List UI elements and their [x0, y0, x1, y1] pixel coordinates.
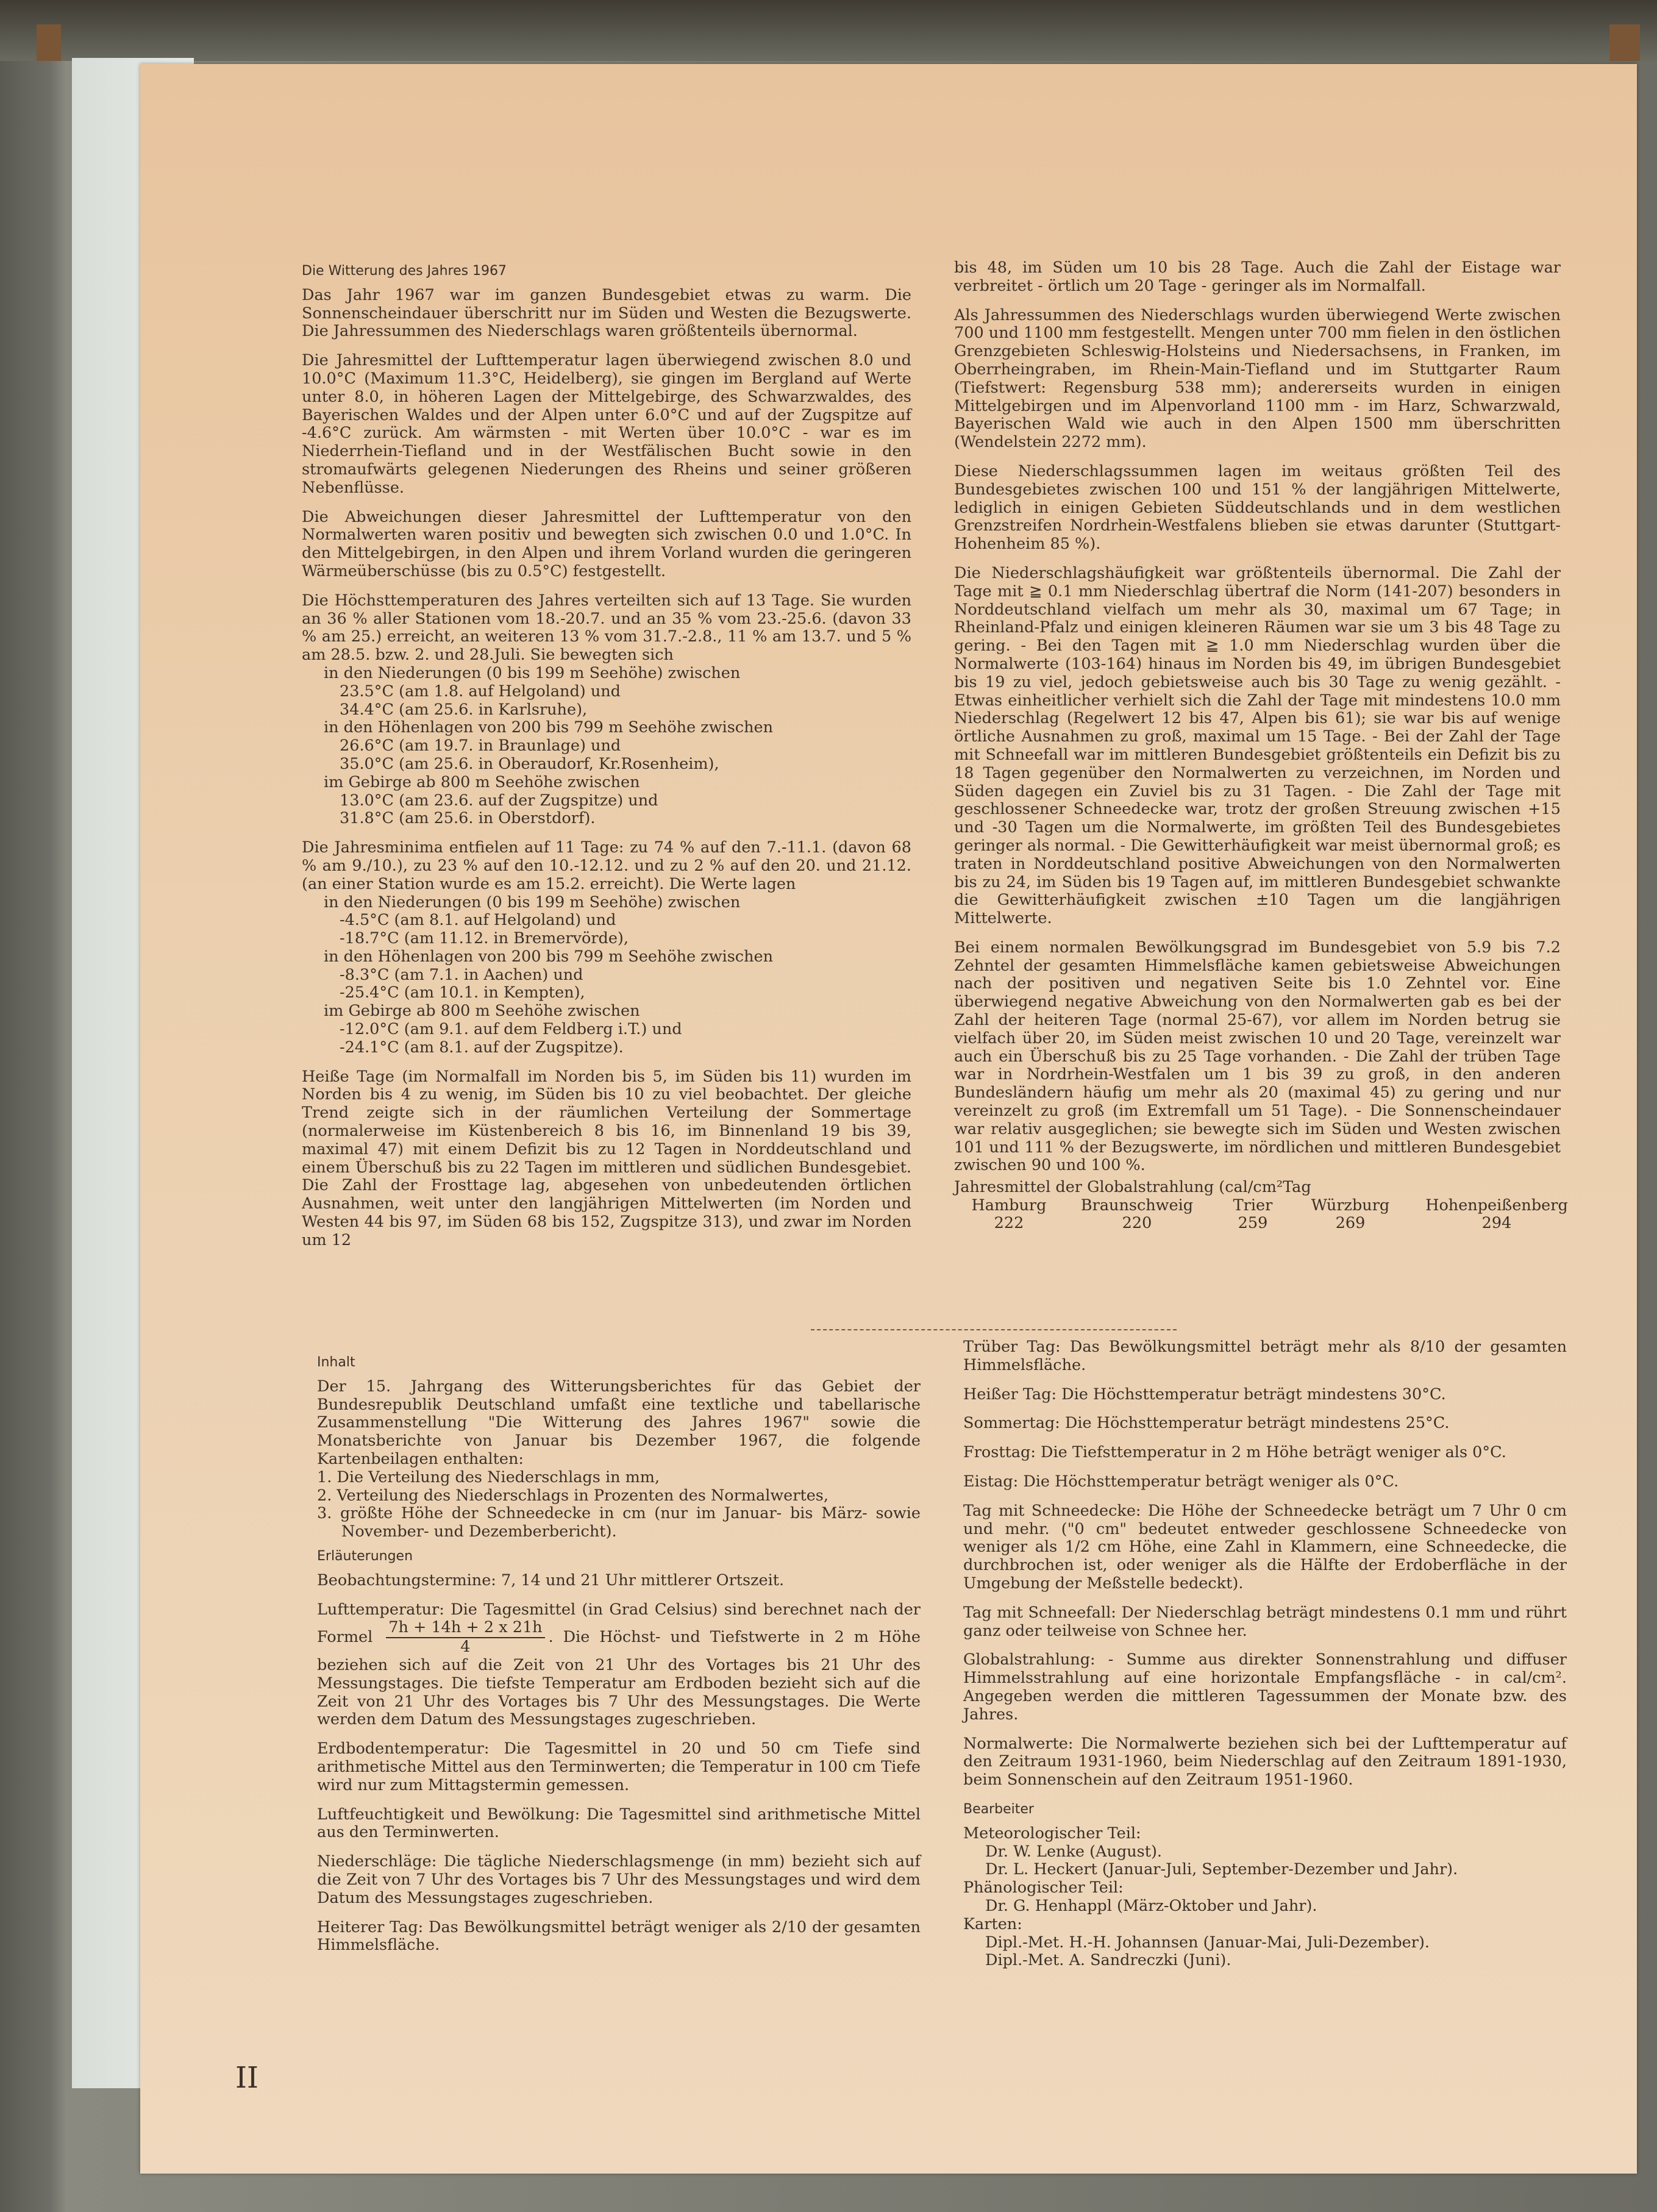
station-value: 294 — [1481, 1214, 1512, 1233]
list-item: in den Niederungen (0 bis 199 m Seehöhe) zwischen — [324, 893, 741, 912]
section-title: Die Witterung des Jahres 1967 — [302, 263, 507, 279]
list-item: 3. größte Höhe der Schneedecke in cm (nur im Januar- bis März- sowie November- und Dezemberbericht). — [317, 1504, 921, 1541]
station-name: Würzburg — [1311, 1196, 1390, 1215]
right-column — [954, 259, 1568, 1233]
paragraph-niederschlagshaeufigkeit: Die Niederschlagshäufigkeit war größtenteils übernormal. Die Zahl der Tage mit ≧ 0.1 mm Niederschlag übertraf die Norm (141-207) besonders in Norddeutschland vielfach um mehr als 30, maximal um 67 Tage; in Rheinland-Pfalz und einigen kleineren Räumen war sie um 3 bis 48 Tage zu gering. - Bei den Tagen mit ≧ 1.0 mm Niederschlag wurden über die Normalwerte (103-164) hinaus im Norden bis 49, im übrigen Bundesgebiet bis 19 zu viel, jedoch gebietsweise auch bis 30 Tage zu wenig gezählt. - Etwas einheitlicher verhielt sich die Zahl der Tage mit mindestens 10.0 mm Niederschlag (Regelwert 12 bis 47, Alpen bis 61); sie war bis auf wenige örtliche Ausnahmen zu groß, maximal um 15 Tage. - Bei der Zahl der Tage mit Schneefall war im mittleren Bundesgebiet größtenteils ein Defizit bis zu 18 Tagen gegenüber den Normalwerten zu verzeichnen, im Norden und Süden dagegen ein Zuviel bis zu 31 Tagen. - Die Zahl der Tage mit geschlossener Schneedecke war, trotz der großen Streuung zwischen +15 und -30 Tagen um die Normalwerte, im größten Teil des Bundesgebietes geringer als normal. - Die Gewitterhäufigkeit war meist übernormal groß; es traten in Norddeutschland positive Abweichungen von den Normalwerten bis zu 24, im Süden bis 19 Tagen auf, im mittleren Bundesgebiet schwankte die Gewitterhäufigkeit zwischen ±10 Tagen um die langjährigen Mittelwerte. — [954, 563, 1561, 928]
karten-title: Karten: — [963, 1914, 1022, 1933]
paragraph-niederschlaege: Niederschläge: Die tägliche Niederschlagsmenge (in mm) bezieht sich auf die Zeit von 7 Uhr des Vortages bis 7 Uhr des Messungstages und wird dem Datum des Messungstages zugeschrieben. — [317, 1852, 921, 1907]
corner-protector-right — [1609, 24, 1640, 61]
station-name: Hamburg — [971, 1196, 1047, 1215]
list-item: -8.3°C (am 7.1. in Aachen) und — [340, 965, 583, 984]
list-item: 34.4°C (am 25.6. in Karlsruhe), — [340, 700, 588, 719]
list-item: 31.8°C (am 25.6. in Oberstdorf). — [340, 809, 596, 828]
list-item: 1. Die Verteilung des Niederschlags in mm, — [317, 1468, 660, 1486]
lufttemperatur-text: Lufttemperatur: Die Tagesmittel (in Grad Celsius) sind berechnet nach der Formel — [317, 1600, 921, 1647]
list-item: im Gebirge ab 800 m Seehöhe zwischen — [324, 1002, 640, 1021]
page-number: II — [235, 2061, 258, 2095]
list-item: Dipl.-Met. H.-H. Johannsen (Januar-Mai, Juli-Dezember). — [985, 1933, 1430, 1952]
binder-top-edge — [0, 0, 1657, 61]
list-item: Dr. G. Henhappl (März-Oktober und Jahr). — [985, 1896, 1317, 1915]
list-item: in den Niederungen (0 bis 199 m Seehöhe) zwischen — [324, 663, 741, 682]
list-item: in den Höhenlagen von 200 bis 799 m Seehöhe zwischen — [324, 947, 774, 966]
list-item: im Gebirge ab 800 m Seehöhe zwischen — [324, 772, 640, 791]
paragraph-luftfeuchtigkeit: Luftfeuchtigkeit und Bewölkung: Die Tagesmittel sind arithmetische Mittel aus den Terminwerten. — [317, 1805, 921, 1842]
min-temp-list — [302, 894, 911, 1057]
list-item: 35.0°C (am 25.6. in Oberaudorf, Kr.Rosenheim), — [340, 754, 719, 773]
paragraph-frosttag: Frosttag: Die Tiefsttemperatur in 2 m Höhe beträgt weniger als 0°C. — [963, 1443, 1506, 1462]
formula — [386, 1619, 544, 1657]
paragraph-globalstrahlung: Globalstrahlung: - Summe aus direkter Sonnenstrahlung und diffuser Himmelsstrahlung auf eine horizontale Empfangsfläche - in cal/cm². Angegeben werden die mittleren Tagessummen der Monate bzw. des Jahres. — [963, 1650, 1567, 1724]
section-divider — [811, 1329, 1177, 1330]
list-item: -18.7°C (am 11.12. in Bremervörde), — [340, 929, 629, 948]
station-value: 220 — [1122, 1214, 1152, 1233]
paragraph-erdbodentemperatur: Erdbodentemperatur: Die Tagesmittel in 20 und 50 cm Tiefe sind arithmetische Mittel aus den Terminwerten; die Temperatur in 100 cm Tiefe wird nur zum Mittagstermin gemessen. — [317, 1739, 921, 1794]
kartenbeilagen-list — [317, 1469, 921, 1541]
paragraph-bewoelkung: Bei einem normalen Bewölkungsgrad im Bundesgebiet von 5.9 bis 7.2 Zehntel der gesamten Himmelsfläche kamen gebietsweise Abweichungen nach der positiven und negativen Seite bis 1.0 Zehntel vor. Eine überwiegend negative Abweichung von den Normalwerten gab es bei der Zahl der heiteren Tage (normal 25-67), vor allem im Norden betrug sie vielfach über 20, im Süden meist zwischen 10 und 20 Tage, vereinzelt war auch ein Überschuß bis zu 25 Tage vorhanden. - Die Zahl der trüben Tage war in Nordrhein-Westfalen um 1 bis 39 zu groß, in den anderen Bundesländern häufig um mehr als 20 (maximal 45) zu gering und nur vereinzelt zu groß (im Extremfall um 51 Tage). - Die Sonnenscheindauer war relativ ausgeglichen; sie bewegte sich im Süden und Westen zwischen 101 und 111 % der Bezugswerte, im nördlichen und mittleren Bundesgebiet zwischen 90 und 100 %. — [954, 938, 1561, 1175]
station-name: Trier — [1233, 1196, 1273, 1215]
list-item: Dr. L. Heckert (Januar-Juli, September-Dezember und Jahr). — [985, 1860, 1458, 1879]
globalstrahlung-table — [954, 1196, 1568, 1233]
list-item: 23.5°C (am 1.8. auf Helgoland) und — [340, 682, 621, 701]
paragraph-abweichungen: Die Abweichungen dieser Jahresmittel der Lufttemperatur von den Normalwerten waren positiv und bewegten sich zwischen 0.0 und 1.0°C. In den Mittelgebirgen, in den Alpen und ihrem Vorland wurden die geringeren Wärmeüberschüsse (bis zu 0.5°C) festgestellt. — [302, 507, 911, 580]
paragraph-schneedecke: Tag mit Schneedecke: Die Höhe der Schneedecke beträgt um 7 Uhr 0 cm und mehr. ("0 cm" bedeutet entweder geschlossene Schneedecke von weniger als 1/2 cm Höhe, eine Zahl in Klammern, eine Schneedecke, die durchbrochen ist, oder weniger als die Hälfte der Erdoberfläche in der Umgebung der Meßstelle bedeckt). — [963, 1501, 1567, 1593]
max-temp-list — [302, 665, 911, 828]
phaenologischer-teil-title: Phänologischer Teil: — [963, 1878, 1124, 1897]
list-item: in den Höhenlagen von 200 bis 799 m Seehöhe zwischen — [324, 718, 774, 737]
paragraph-eistag: Eistag: Die Höchsttemperatur beträgt weniger als 0°C. — [963, 1472, 1399, 1491]
station-value: 222 — [994, 1214, 1024, 1233]
formula-numerator: 7h + 14h + 2 x 21h — [386, 1619, 544, 1638]
paragraph-normalwerte: Normalwerte: Die Normalwerte beziehen sich bei der Lufttemperatur auf den Zeitraum 1931-1960, beim Niederschlag auf den Zeitraum 1891-1930, beim Sonnenschein auf den Zeitraum 1951-1960. — [963, 1734, 1567, 1789]
station-name: Braunschweig — [1080, 1196, 1194, 1215]
bearbeiter-title: Bearbeiter — [963, 1801, 1034, 1817]
paragraph-heiterer-tag: Heiterer Tag: Das Bewölkungsmittel beträgt weniger als 2/10 der gesamten Himmelsfläche. — [317, 1918, 921, 1955]
bottom-right-column — [963, 1338, 1567, 1970]
list-item: -24.1°C (am 8.1. auf der Zugspitze). — [340, 1038, 624, 1057]
paragraph-beobachtungstermine: Beobachtungstermine: 7, 14 und 21 Uhr mittlerer Ortszeit. — [317, 1571, 785, 1589]
paragraph-eistage: bis 48, im Süden um 10 bis 28 Tage. Auch die Zahl der Eistage war verbreitet - örtlich um 20 Tage - geringer als im Normalfall. — [954, 259, 1561, 295]
paragraph-intro: Das Jahr 1967 war im ganzen Bundesgebiet etwas zu warm. Die Sonnenscheindauer überschritt nur im Süden und Westen die Bezugswerte. Die Jahressummen des Niederschlags waren größtenteils übernormal. — [302, 285, 911, 341]
list-item: 26.6°C (am 19.7. in Braunlage) und — [340, 737, 621, 755]
formula-denominator: 4 — [460, 1638, 471, 1657]
list-item: 13.0°C (am 23.6. auf der Zugspitze) und — [340, 791, 658, 810]
station-value: 269 — [1335, 1214, 1366, 1233]
bottom-left-column — [317, 1354, 921, 1966]
paragraph-hoechsttemperaturen: Die Höchsttemperaturen des Jahres verteilten sich auf 13 Tage. Sie wurden an 36 % aller Stationen vom 18.-20.7. und an 35 % vom 23.-25.6. (davon 33 % am 25.) erreicht, an weiteren 13 % vom 31.7.-2.8., 11 % am 13.7. und 5 % am 28.5. bzw. 2. und 28.Juli. Sie bewegten sich — [302, 591, 911, 665]
left-column — [302, 262, 911, 1261]
paragraph-trueber-tag: Trüber Tag: Das Bewölkungsmittel beträgt mehr als 8/10 der gesamten Himmelsfläche. — [963, 1338, 1567, 1374]
erlaeuterungen-title: Erläuterungen — [317, 1548, 413, 1564]
paragraph-heisse-tage: Heiße Tage (im Normalfall im Norden bis 5, im Süden bis 11) wurden im Norden bis 4 zu wenig, im Süden bis 10 zu viel beobachtet. Der gleiche Trend zeigte sich in der räumlichen Verteilung der Sommertage (normalerweise im Küstenbereich 8 bis 16, im Binnenland 19 bis 39, maximal 47) mit einem Defizit bis zu 12 Tagen in Norddeutschland und einem Überschuß bis zu 22 Tagen im mittleren und südlichen Bundesgebiet. Die Zahl der Frosttage lag, abgesehen von unbedeutenden örtlichen Ausnahmen, weit unter den langjährigen Mittelwerten (im Norden und Westen 44 bis 97, im Süden 68 bis 152, Zugspitze 313), und zwar im Norden um 12 — [302, 1067, 911, 1249]
globalstrahlung-title: Jahresmittel der Globalstrahlung (cal/cm²Tag — [954, 1178, 1311, 1197]
station-value: 259 — [1238, 1214, 1268, 1233]
paragraph-schneefall: Tag mit Schneefall: Der Niederschlag beträgt mindestens 0.1 mm und rührt ganz oder teilweise von Schnee her. — [963, 1603, 1567, 1640]
bearbeiter-list — [963, 1825, 1567, 1970]
list-item: -12.0°C (am 9.1. auf dem Feldberg i.T.) und — [340, 1020, 682, 1039]
list-item: -25.4°C (am 10.1. in Kempten), — [340, 983, 585, 1002]
paragraph-niederschlagssummen: Diese Niederschlagssummen lagen im weitaus größten Teil des Bundesgebietes zwischen 100 und 151 % der langjährigen Mittelwerte, lediglich in einigen Gebieten Süddeutschlands und in dem westlichen Grenzstreifen Nordrhein-Westfalens blieben sie etwas darunter (Stuttgart-Hohenheim 85 %). — [954, 462, 1561, 554]
paragraph-lufttemperatur-def — [317, 1601, 921, 1730]
list-item: Dipl.-Met. A. Sandreczki (Juni). — [985, 1951, 1231, 1970]
station-name: Hohenpeißenberg — [1425, 1196, 1568, 1215]
list-item: Dr. W. Lenke (August). — [985, 1842, 1163, 1861]
list-item: 2. Verteilung des Niederschlags in Prozenten des Normalwertes, — [317, 1486, 828, 1505]
paragraph-jahresminima: Die Jahresminima entfielen auf 11 Tage: zu 74 % auf den 7.-11.1. (davon 68 % am 9./10.), zu 23 % auf den 10.-12.12. und zu 2 % auf den 20. und 21.12. (an einer Station wurde es am 15.2. erreicht). Die Werte lagen — [302, 838, 911, 893]
meteorologischer-teil-title: Meteorologischer Teil: — [963, 1824, 1141, 1843]
corner-protector-left — [37, 24, 61, 61]
paragraph-lufttemperatur: Die Jahresmittel der Lufttemperatur lagen überwiegend zwischen 8.0 und 10.0°C (Maximum 11.3°C, Heidelberg), sie gingen im Bergland auf Werte unter 8.0, in höheren Lagen der Mittelgebirge, des Schwarzwaldes, des Bayerischen Waldes und der Alpen unter 6.0°C und auf der Zugspitze auf -4.6°C zurück. Am wärmsten - mit Werten über 10.0°C - war es im Niederrhein-Tiefland und in der Westfälischen Bucht sowie in den stromaufwärts gelegenen Niederungen des Rheins und seiner größeren Nebenflüsse. — [302, 351, 911, 497]
paragraph-sommertag: Sommertag: Die Höchsttemperatur beträgt mindestens 25°C. — [963, 1414, 1450, 1433]
lufttemperatur-text-cont: . Die Höchst- und Tiefstwerte in 2 m Höhe beziehen sich auf die Zeit von 21 Uhr des Vortages bis 21 Uhr des Messungstages. Die tiefste Temperatur am Erdboden bezieht sich auf die Zeit von 21 Uhr des Vortages bis 7 Uhr des Messungstages. Die Werte werden dem Datum des Messungstages zugeschrieben. — [317, 1628, 921, 1729]
paragraph-inhalt: Der 15. Jahrgang des Witterungsberichtes für das Gebiet der Bundesrepublik Deutschland umfaßt eine textliche und tabellarische Zusammenstellung "Die Witterung des Jahres 1967" sowie die Monatsberichte von Januar bis Dezember 1967, die folgende Kartenbeilagen enthalten: — [317, 1377, 921, 1468]
list-item: -4.5°C (am 8.1. auf Helgoland) und — [340, 911, 616, 930]
paragraph-heisser-tag: Heißer Tag: Die Höchsttemperatur beträgt mindestens 30°C. — [963, 1385, 1446, 1404]
paragraph-niederschlag: Als Jahressummen des Niederschlags wurden überwiegend Werte zwischen 700 und 1100 mm festgestellt. Mengen unter 700 mm fielen in den östlichen Grenzgebieten Schleswig-Holsteins und Niedersachsens, in Franken, im Oberrheingraben, im Rhein-Main-Tiefland und im Stuttgarter Raum (Tiefstwert: Regensburg 538 mm); andererseits wurden in einigen Mittelgebirgen und im Alpenvorland 1100 mm - im Harz, Schwarzwald, Bayerischen Wald wie auch in den Alpen 1500 mm überschritten (Wendelstein 2272 mm). — [954, 305, 1561, 452]
inhalt-title: Inhalt — [317, 1355, 355, 1370]
